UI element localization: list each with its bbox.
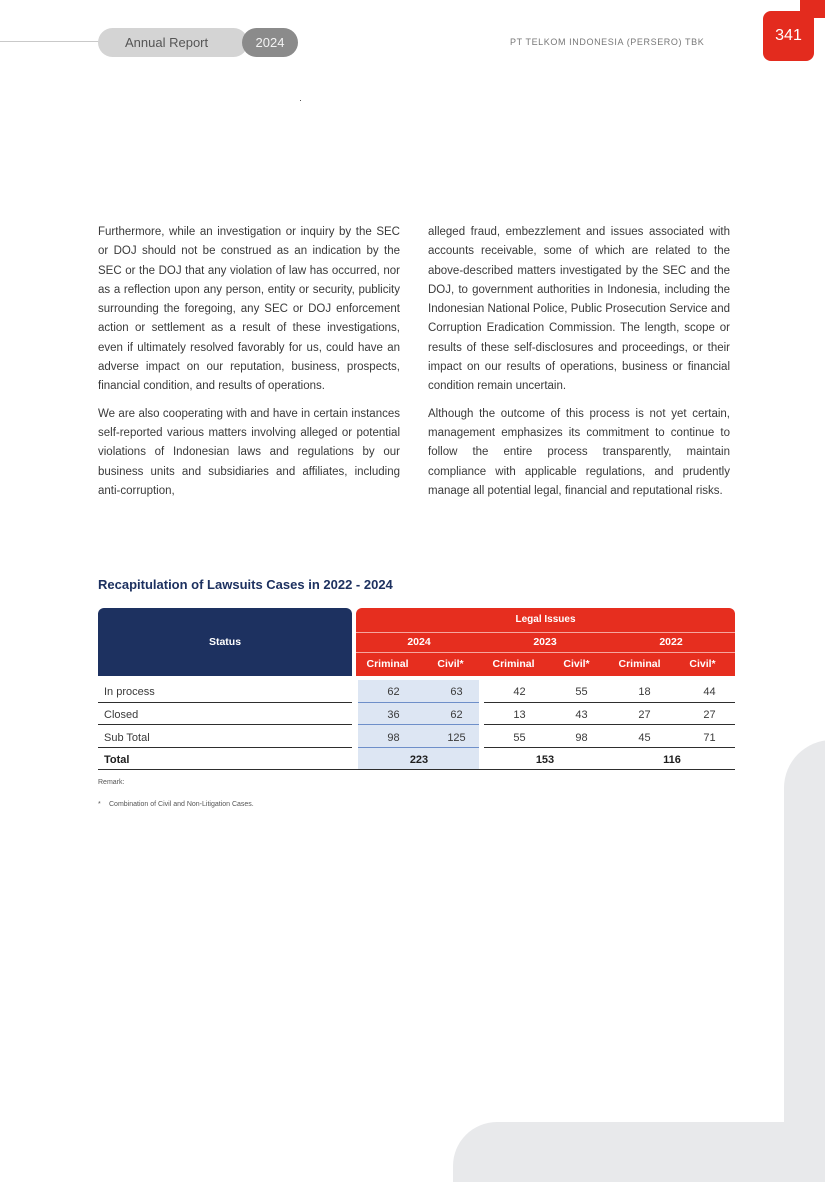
total-2023: 153 [535,754,555,766]
year-header-2023: 2023 [533,636,557,648]
table-cell: 55 [513,732,526,744]
left-text-column [98,223,400,509]
table-cell: 125 [447,732,466,744]
legal-issues-header [356,608,735,676]
table-cell: 44 [703,686,716,698]
header-rule [0,41,100,42]
table-cell: 98 [575,732,588,744]
table-cell: 62 [387,686,400,698]
sub-header: Civil* [689,658,716,670]
sub-header: Criminal [492,658,535,670]
paragraph: We are also cooperating with and have in certain instances self-reported various matters involving alleged or potential violations of Indonesian laws and regulations by our business units and subsidiaries and affiliates, including anti-corruption, [98,407,400,497]
table-cell: 98 [387,732,400,744]
row-rule [358,702,479,703]
row-label: Sub Total [104,732,150,744]
sub-header: Criminal [618,658,661,670]
table-cell: 62 [450,709,463,721]
row-rule [484,702,735,703]
table-cell: 36 [387,709,400,721]
row-label: Closed [104,709,139,721]
sub-header: Criminal [366,658,409,670]
paragraph: Although the outcome of this process is not yet certain, management emphasizes its commitment to continue to follow the entire process transparently, maintain compliance with applicable regulations, and prudently manage all potential legal, financial and reputational risks. [428,407,730,497]
row-rule [358,724,479,725]
paragraph: Furthermore, while an investigation or inquiry by the SEC or DOJ should not be construed as an indication by the SEC or the DOJ that any violation of law has occurred, nor as a reflection upon any person, entity or security, publicity surrounding the foregoing, any SEC or DOJ enforcement action or settlement as a result of these investigations, even if ultimately resolved favorably for us, could have an adverse impact on our reputation, business, prospects, financial condition, and results of operations. [98,226,400,393]
company-name: PT TELKOM INDONESIA (PERSERO) TBK [510,37,705,47]
footnote-mark: * [98,801,101,808]
row-label: In process [104,686,155,698]
row-rule [484,747,735,748]
remark-label: Remark: [98,779,125,786]
row-rule [484,724,735,725]
table-cell: 18 [638,686,651,698]
stray-dot [300,100,301,101]
table-title: Recapitulation of Lawsuits Cases in 2022 - 2024 [98,577,393,592]
decorative-shape-vertical [784,740,825,1180]
sub-header: Civil* [437,658,464,670]
annual-report-label: Annual Report [98,28,248,57]
footnote [98,801,254,808]
total-2022: 116 [663,754,681,766]
year-header-2022: 2022 [659,636,683,648]
sub-header: Civil* [563,658,590,670]
total-2024: 223 [409,754,429,766]
table-cell: 55 [575,686,588,698]
report-year-label: 2024 [242,28,298,57]
table-cell: 27 [638,709,651,721]
table-cell: 42 [513,686,526,698]
table-cell: 27 [703,709,716,721]
total-label: Total [104,754,130,766]
table-bottom-rule [98,769,735,770]
footnote-text: Combination of Civil and Non-Litigation Cases. [109,801,254,808]
page-number: 341 [763,11,814,61]
year-header-2024: 2024 [407,636,431,648]
row-rule [98,702,352,703]
status-header: Status [98,608,352,676]
table-cell: 71 [703,732,716,744]
legal-issues-title: Legal Issues [515,614,576,625]
table-cell: 13 [513,709,526,721]
right-text-column [428,223,730,509]
row-rule [358,747,479,748]
decorative-shape-horizontal [453,1122,825,1182]
row-rule [98,724,352,725]
paragraph: alleged fraud, embezzlement and issues associated with accounts receivable, some of which are related to the above-described matters investigated by the SEC and the DOJ, to government authorities in Indonesia, including the Indonesian National Police, Public Prosecution Service and Corruption Eradication Commission. The length, scope or results of these self-disclosures and proceedings, or their impact on our results of operations, business or financial condition remain uncertain. [428,226,730,393]
table-cell: 63 [450,686,463,698]
table-cell: 43 [575,709,588,721]
row-rule [98,747,352,748]
table-cell: 45 [638,732,651,744]
